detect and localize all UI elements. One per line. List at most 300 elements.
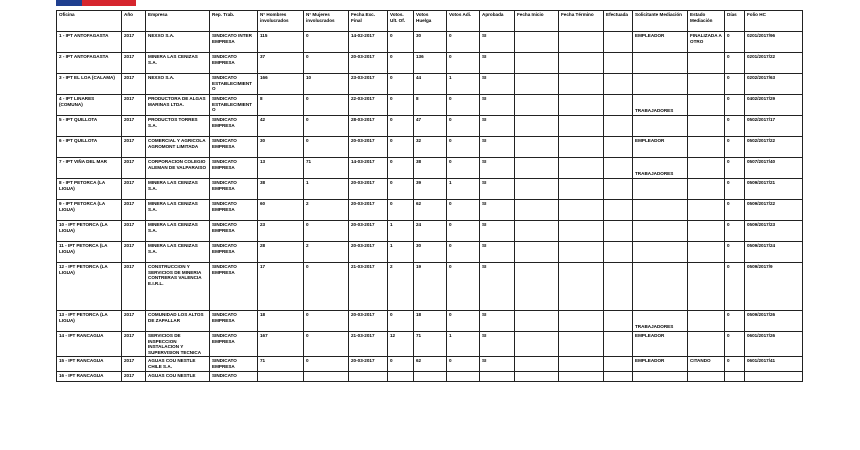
- column-header: Aprobada: [480, 11, 515, 32]
- table-cell: [604, 137, 633, 158]
- table-cell: SI: [480, 332, 515, 357]
- table-cell: [515, 221, 559, 242]
- table-cell: SI: [480, 263, 515, 311]
- column-header: Fecha Término: [559, 11, 604, 32]
- table-cell: [688, 242, 725, 263]
- table-row: [57, 158, 803, 179]
- table-cell: 3 - IPT EL LOA (CALAMA): [57, 74, 122, 95]
- table-row: [57, 32, 803, 53]
- table-cell: 38: [258, 179, 304, 200]
- table-cell: 32: [414, 137, 447, 158]
- table-cell: 12 - IPT PETORCA (LA LIGUA): [57, 263, 122, 311]
- table-cell: [633, 53, 688, 74]
- table-cell: SI: [480, 158, 515, 179]
- table-cell: [633, 372, 688, 382]
- table-cell: TRABAJADORES: [633, 95, 688, 116]
- table-cell: 0: [388, 179, 414, 200]
- table-cell: [515, 311, 559, 332]
- table-cell: [559, 332, 604, 357]
- table-cell: [633, 263, 688, 311]
- table-cell: 23: [258, 221, 304, 242]
- table-cell: [515, 137, 559, 158]
- table-cell: [515, 179, 559, 200]
- table-cell: 0: [447, 95, 480, 116]
- table-cell: SINDICATO EMPRESA: [210, 137, 258, 158]
- header-row: [57, 11, 803, 32]
- table-row: [57, 116, 803, 137]
- table-cell: 71: [304, 158, 349, 179]
- column-header: Fecha Inicio: [515, 11, 559, 32]
- table-cell: 2017: [122, 332, 146, 357]
- table-cell: [688, 221, 725, 242]
- table-cell: 0509/2017/21: [745, 179, 803, 200]
- table-cell: [604, 332, 633, 357]
- table-cell: MINERA LAS CENIZAS S.A.: [146, 242, 210, 263]
- table-cell: 20-03-2017: [349, 137, 388, 158]
- table-cell: [447, 372, 480, 382]
- table-cell: [515, 53, 559, 74]
- column-header: N° Hombres involucrados: [258, 11, 304, 32]
- table-cell: [414, 372, 447, 382]
- table-cell: SI: [480, 242, 515, 263]
- table-cell: 0: [304, 53, 349, 74]
- table-cell: [604, 372, 633, 382]
- table-cell: NEXXO S.A.: [146, 74, 210, 95]
- table-cell: 2017: [122, 242, 146, 263]
- table-cell: 2017: [122, 53, 146, 74]
- table-cell: [515, 372, 559, 382]
- table-cell: 0: [725, 137, 745, 158]
- table-cell: SERVICIOS DE INSPECCION INSTALACION Y SUPERVISION TECNICA: [146, 332, 210, 357]
- table-cell: 6 - IPT QUILLOTA: [57, 137, 122, 158]
- table-cell: 0: [725, 158, 745, 179]
- table-cell: 0: [304, 263, 349, 311]
- table-cell: FINALIZADA A OTRO: [688, 32, 725, 53]
- table-cell: 2 - IPT ANTOFAGASTA: [57, 53, 122, 74]
- table-cell: 2017: [122, 32, 146, 53]
- table-cell: [559, 53, 604, 74]
- table-cell: SINDICATO EMPRESA: [210, 53, 258, 74]
- table-cell: [604, 53, 633, 74]
- table-cell: 18: [258, 311, 304, 332]
- table-cell: [559, 158, 604, 179]
- table-cell: NEXXO S.A.: [146, 32, 210, 53]
- column-header: Votos Adi.: [447, 11, 480, 32]
- table-cell: 30: [414, 32, 447, 53]
- table-row: [57, 311, 803, 332]
- column-header: Fecha Exc. Final: [349, 11, 388, 32]
- table-cell: 13 - IPT PETORCA (LA LIGUA): [57, 311, 122, 332]
- table-cell: 0: [388, 53, 414, 74]
- table-cell: [688, 263, 725, 311]
- table-cell: 0: [447, 263, 480, 311]
- table-cell: 0601/2017/26: [745, 332, 803, 357]
- table-cell: 0: [304, 95, 349, 116]
- table-cell: [480, 372, 515, 382]
- table-cell: EMPLEADOR: [633, 137, 688, 158]
- table-cell: [633, 200, 688, 221]
- table-cell: SINDICATO INTER EMPRESA: [210, 32, 258, 53]
- table-cell: [604, 263, 633, 311]
- table-cell: 2017: [122, 158, 146, 179]
- table-cell: SI: [480, 179, 515, 200]
- table-cell: 0509/2017/23: [745, 221, 803, 242]
- table-cell: 37: [258, 53, 304, 74]
- table-cell: 0: [304, 116, 349, 137]
- table-cell: 0509/2017/9: [745, 263, 803, 311]
- table-cell: SI: [480, 32, 515, 53]
- table-cell: 21-03-2017: [349, 332, 388, 357]
- table-cell: 0: [447, 221, 480, 242]
- table-cell: 60: [258, 200, 304, 221]
- table-cell: 0: [725, 221, 745, 242]
- table-cell: 0: [725, 357, 745, 372]
- table-cell: 0: [304, 332, 349, 357]
- table-cell: SINDICATO EMPRESA: [210, 357, 258, 372]
- table-cell: 2017: [122, 221, 146, 242]
- table-cell: 0: [447, 200, 480, 221]
- table-cell: 38: [414, 158, 447, 179]
- table-cell: [559, 116, 604, 137]
- table-cell: 8 - IPT PETORCA (LA LIGUA): [57, 179, 122, 200]
- strikes-table: [56, 10, 803, 382]
- table-cell: AGUAS COU NESTLE CHILE S.A.: [146, 357, 210, 372]
- table-cell: 47: [414, 116, 447, 137]
- table-cell: [258, 372, 304, 382]
- table-cell: 0: [388, 74, 414, 95]
- table-cell: PRODUCTORA DE ALGAS MARINAS LTDA.: [146, 95, 210, 116]
- table-cell: 0: [725, 53, 745, 74]
- table-cell: [515, 158, 559, 179]
- table-cell: 0: [388, 158, 414, 179]
- table-cell: 2: [304, 242, 349, 263]
- table-cell: 0601/2017/41: [745, 357, 803, 372]
- table-cell: 20-03-2017: [349, 242, 388, 263]
- table-row: [57, 221, 803, 242]
- table-cell: 136: [414, 53, 447, 74]
- table-cell: 0: [447, 116, 480, 137]
- table-cell: 42: [258, 116, 304, 137]
- table-cell: 8: [414, 95, 447, 116]
- table-cell: [559, 95, 604, 116]
- table-cell: CITANDO: [688, 357, 725, 372]
- table-cell: TRABAJADORES: [633, 311, 688, 332]
- table-cell: 0: [304, 221, 349, 242]
- table-cell: [604, 221, 633, 242]
- table-cell: 0: [725, 74, 745, 95]
- table-cell: 166: [258, 74, 304, 95]
- column-header: Empresa: [146, 11, 210, 32]
- table-cell: [688, 158, 725, 179]
- table-cell: 0: [725, 311, 745, 332]
- table-cell: 0: [725, 95, 745, 116]
- table-header: [57, 11, 803, 32]
- table-cell: 0: [447, 311, 480, 332]
- table-cell: CONSTRUCCION Y SERVICIOS DE MINERIA CONTRERAS VALENCIA E.I.R.L.: [146, 263, 210, 311]
- table-cell: SINDICATO EMPRESA: [210, 221, 258, 242]
- table-cell: 0: [304, 311, 349, 332]
- table-cell: 2017: [122, 116, 146, 137]
- table-cell: SINDICATO ESTABLECIMIENTO: [210, 74, 258, 95]
- table-cell: [688, 179, 725, 200]
- table-cell: [633, 179, 688, 200]
- table-cell: 20-03-2017: [349, 200, 388, 221]
- table-cell: 0: [725, 179, 745, 200]
- table-cell: SINDICATO EMPRESA: [210, 242, 258, 263]
- table-cell: 4 - IPT LINARES (COMUNA): [57, 95, 122, 116]
- table-cell: CORPORACION COLEGIO ALEMAN DE VALPARAISO: [146, 158, 210, 179]
- table-cell: 20-03-2017: [349, 221, 388, 242]
- table-cell: 0: [447, 357, 480, 372]
- table-cell: SI: [480, 311, 515, 332]
- table-cell: 0: [725, 32, 745, 53]
- table-cell: [604, 311, 633, 332]
- table-cell: SI: [480, 74, 515, 95]
- table-cell: 0: [304, 32, 349, 53]
- table-cell: 12: [388, 332, 414, 357]
- logo-red-block: [82, 0, 136, 6]
- table-cell: 0: [725, 116, 745, 137]
- table-cell: 1: [447, 74, 480, 95]
- table-cell: 9 - IPT PETORCA (LA LIGUA): [57, 200, 122, 221]
- table-cell: SINDICATO EMPRESA: [210, 332, 258, 357]
- table-cell: 1: [447, 179, 480, 200]
- table-cell: 28: [258, 242, 304, 263]
- column-header: Votos. Ult. Of.: [388, 11, 414, 32]
- column-header: Votos Huelga: [414, 11, 447, 32]
- table-cell: SI: [480, 357, 515, 372]
- table-cell: SI: [480, 221, 515, 242]
- table-cell: [604, 95, 633, 116]
- table-cell: [515, 242, 559, 263]
- table-cell: [515, 263, 559, 311]
- column-header: Folio HC: [745, 11, 803, 32]
- table-cell: 30: [414, 242, 447, 263]
- table-cell: 115: [258, 32, 304, 53]
- table-cell: 0: [447, 137, 480, 158]
- table-cell: 0: [304, 137, 349, 158]
- table-row: [57, 242, 803, 263]
- table-cell: [604, 32, 633, 53]
- table-cell: TRABAJADORES: [633, 158, 688, 179]
- table-cell: 20-03-2017: [349, 357, 388, 372]
- table-cell: 0502/2017/22: [745, 137, 803, 158]
- table-cell: SI: [480, 200, 515, 221]
- table-cell: MINERA LAS CENIZAS S.A.: [146, 221, 210, 242]
- table-cell: 0: [725, 242, 745, 263]
- table-cell: [633, 74, 688, 95]
- table-body: [57, 32, 803, 382]
- column-header: Estado Mediación: [688, 11, 725, 32]
- table-cell: 39: [414, 179, 447, 200]
- table-cell: 1: [388, 221, 414, 242]
- table-cell: [559, 357, 604, 372]
- table-cell: [688, 311, 725, 332]
- table-cell: [688, 53, 725, 74]
- table-cell: 0: [388, 357, 414, 372]
- table-cell: 0: [447, 32, 480, 53]
- table-cell: 0: [388, 116, 414, 137]
- table-cell: 2017: [122, 357, 146, 372]
- table-cell: [604, 242, 633, 263]
- table-cell: 20-03-2017: [349, 311, 388, 332]
- table-cell: 1: [304, 179, 349, 200]
- table-cell: 0502/2017/17: [745, 116, 803, 137]
- table-cell: SINDICATO EMPRESA: [210, 200, 258, 221]
- table-cell: 2017: [122, 311, 146, 332]
- table-cell: AGUAS COU NESTLE: [146, 372, 210, 382]
- table-cell: 1: [388, 242, 414, 263]
- table-cell: 167: [258, 332, 304, 357]
- table-cell: [559, 242, 604, 263]
- table-cell: 2: [304, 200, 349, 221]
- table-cell: SINDICATO EMPRESA: [210, 311, 258, 332]
- table-cell: 19: [414, 263, 447, 311]
- table-cell: 20-03-2017: [349, 179, 388, 200]
- table-cell: EMPLEADOR: [633, 332, 688, 357]
- table-cell: [388, 372, 414, 382]
- table-cell: 0: [388, 137, 414, 158]
- table-cell: 14 - IPT RANCAGUA: [57, 332, 122, 357]
- table-cell: 14-03-2017: [349, 158, 388, 179]
- table-cell: 2017: [122, 95, 146, 116]
- table-cell: [515, 357, 559, 372]
- table-cell: [604, 158, 633, 179]
- table-cell: 62: [414, 357, 447, 372]
- table-cell: 0: [447, 53, 480, 74]
- table-cell: SINDICATO EMPRESA: [210, 158, 258, 179]
- table-cell: [633, 116, 688, 137]
- table-cell: MINERA LAS CENIZAS S.A.: [146, 200, 210, 221]
- table-cell: 0: [388, 200, 414, 221]
- table-cell: 16 - IPT RANCAGUA: [57, 372, 122, 382]
- table-cell: 2: [388, 263, 414, 311]
- table-row: [57, 179, 803, 200]
- table-cell: 62: [414, 200, 447, 221]
- table-cell: SINDICATO ESTABLECIMIENTO: [210, 95, 258, 116]
- table-cell: 0: [388, 32, 414, 53]
- table-cell: 0509/2017/26: [745, 311, 803, 332]
- table-cell: SI: [480, 137, 515, 158]
- table-cell: [688, 200, 725, 221]
- column-header: N° Mujeres involucrados: [304, 11, 349, 32]
- table-cell: [559, 372, 604, 382]
- table-cell: [688, 74, 725, 95]
- table-cell: 24: [414, 221, 447, 242]
- table-cell: 13: [258, 158, 304, 179]
- table-cell: 0202/2017/63: [745, 74, 803, 95]
- table-cell: 7 - IPT VIÑA DEL MAR: [57, 158, 122, 179]
- table-cell: [604, 74, 633, 95]
- table-cell: [349, 372, 388, 382]
- table-cell: SI: [480, 116, 515, 137]
- table-cell: 14-02-2017: [349, 32, 388, 53]
- table-cell: [559, 311, 604, 332]
- table-cell: 10 - IPT PETORCA (LA LIGUA): [57, 221, 122, 242]
- table-cell: [559, 263, 604, 311]
- table-cell: PRODUCTOS TORRES S.A.: [146, 116, 210, 137]
- column-header: Días: [725, 11, 745, 32]
- table-cell: [559, 32, 604, 53]
- table-cell: 0507/2017/40: [745, 158, 803, 179]
- table-row: [57, 332, 803, 357]
- table-cell: 0201/2017/22: [745, 53, 803, 74]
- table-cell: 0: [725, 263, 745, 311]
- table-cell: SINDICATO: [210, 372, 258, 382]
- table-cell: 10: [304, 74, 349, 95]
- table-cell: SINDICATO EMPRESA: [210, 116, 258, 137]
- table-cell: [559, 137, 604, 158]
- table-cell: 28-03-2017: [349, 116, 388, 137]
- table-cell: 11 - IPT PETORCA (LA LIGUA): [57, 242, 122, 263]
- table-cell: 2017: [122, 200, 146, 221]
- table-cell: [688, 137, 725, 158]
- column-header: Rep. Trab.: [210, 11, 258, 32]
- table-row: [57, 74, 803, 95]
- table-cell: 5 - IPT QUILLOTA: [57, 116, 122, 137]
- table-cell: 18: [414, 311, 447, 332]
- table-cell: SINDICATO EMPRESA: [210, 179, 258, 200]
- table-cell: 0: [304, 357, 349, 372]
- table-cell: MINERA LAS CENIZAS S.A.: [146, 179, 210, 200]
- table-cell: [559, 74, 604, 95]
- table-cell: [633, 242, 688, 263]
- table-cell: 15 - IPT RANCAGUA: [57, 357, 122, 372]
- table-cell: [515, 200, 559, 221]
- column-header: Oficina: [57, 11, 122, 32]
- table-cell: EMPLEADOR: [633, 357, 688, 372]
- table-cell: 20-03-2017: [349, 53, 388, 74]
- table-cell: COMERCIAL Y AGRICOLA AGROMONT LIMITADA: [146, 137, 210, 158]
- logo-blue-block: [56, 0, 82, 6]
- table-cell: 1 - IPT ANTOFAGASTA: [57, 32, 122, 53]
- table-cell: [604, 357, 633, 372]
- table-row: [57, 53, 803, 74]
- table-cell: COMUNIDAD LOS ALTOS DE ZAPALLAR: [146, 311, 210, 332]
- table-row: [57, 372, 803, 382]
- table-cell: 2017: [122, 74, 146, 95]
- table-cell: 8: [258, 95, 304, 116]
- table-row: [57, 357, 803, 372]
- table-cell: [559, 200, 604, 221]
- table-cell: 0: [388, 311, 414, 332]
- table-cell: 23-03-2017: [349, 74, 388, 95]
- table-cell: 0509/2017/22: [745, 200, 803, 221]
- table-cell: 71: [258, 357, 304, 372]
- table-cell: SINDICATO EMPRESA: [210, 263, 258, 311]
- table-cell: 2017: [122, 137, 146, 158]
- table-cell: [633, 221, 688, 242]
- table-cell: 21-03-2017: [349, 263, 388, 311]
- table-cell: 0: [725, 332, 745, 357]
- table-cell: [515, 116, 559, 137]
- table-cell: [725, 372, 745, 382]
- table-cell: [515, 74, 559, 95]
- table-cell: 22-03-2017: [349, 95, 388, 116]
- table-cell: 44: [414, 74, 447, 95]
- table-cell: [604, 200, 633, 221]
- table-cell: [688, 116, 725, 137]
- table-cell: 0402/2017/29: [745, 95, 803, 116]
- table-cell: 0201/2017/96: [745, 32, 803, 53]
- table-cell: [515, 32, 559, 53]
- column-header: Año: [122, 11, 146, 32]
- logo: [56, 0, 136, 6]
- table-cell: 0: [447, 158, 480, 179]
- table-cell: MINERA LAS CENIZAS S.A.: [146, 53, 210, 74]
- table-cell: 30: [258, 137, 304, 158]
- table-cell: [604, 179, 633, 200]
